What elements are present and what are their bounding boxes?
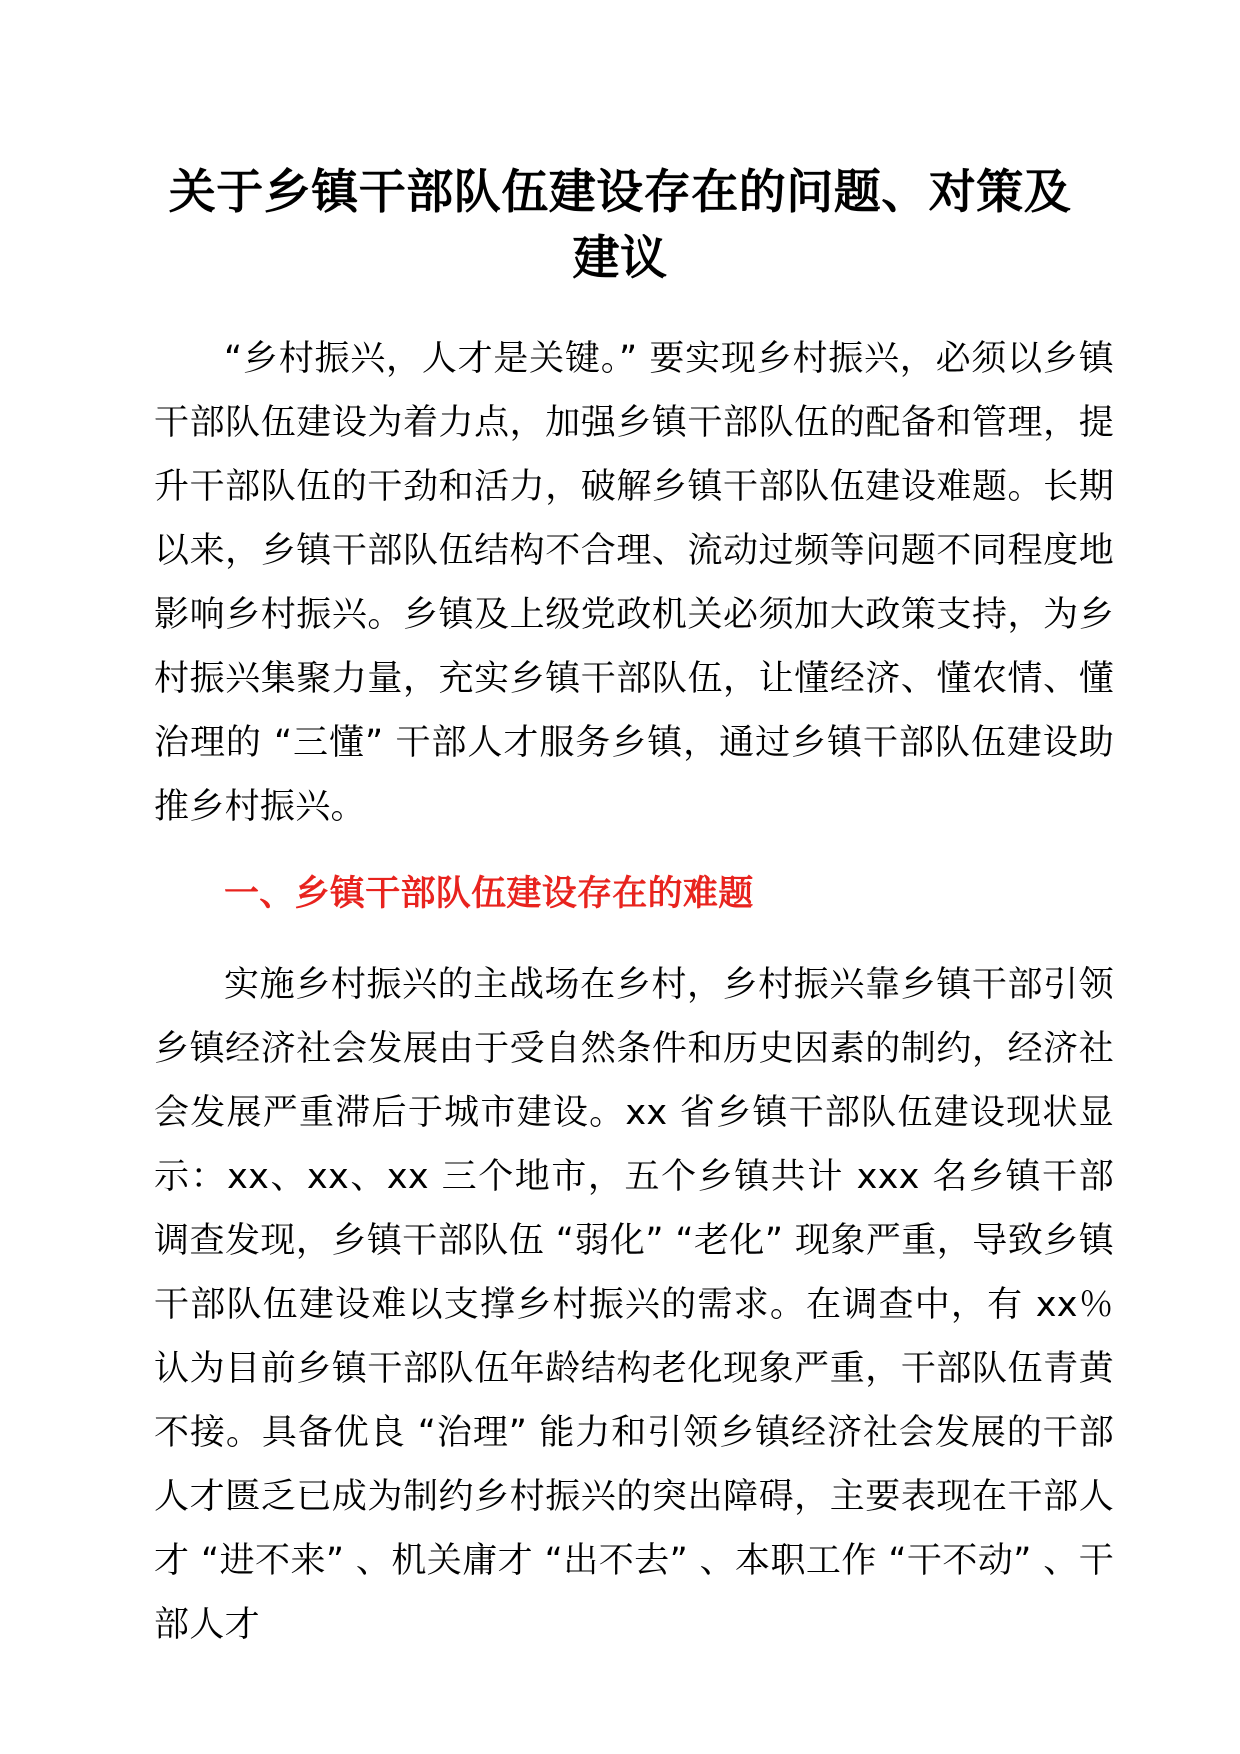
section-1-paragraph: 实施乡村振兴的主战场在乡村，乡村振兴靠乡镇干部引领乡镇经济社会发展由于受自然条件和历史因素的制约，经济社会发展严重滞后于城市建设。xx 省乡镇干部队伍建设现状显示：xx、xx、xx 三个地市，五个乡镇共计 xxx 名乡镇干部调查发现，乡镇干部队伍 “弱化” “老化” 现象严重，导致乡镇干部队伍建设难以支撑乡村振兴的需求。在调查中，有 xx％认为目前乡镇干部队伍年龄结构老化现象严重，干部队伍青黄不接。具备优良 “治理” 能力和引领乡镇经济社会发展的干部人才匮乏已成为制约乡村振兴的突出障碍，主要表现在干部人才 “进不来” 、机关庸才 “出不去” 、本职工作 “干不动” 、干部人才	[154, 965, 1114, 1645]
section-heading-1: 一、乡镇干部队伍建设存在的难题	[224, 874, 754, 914]
intro-paragraph: “乡村振兴，人才是关键。” 要实现乡村振兴，必须以乡镇干部队伍建设为着力点，加强乡镇干部队伍的配备和管理，提升干部队伍的干劲和活力，破解乡镇干部队伍建设难题。长期以来，乡镇干部队伍结构不合理、流动过频等问题不同程度地影响乡村振兴。乡镇及上级党政机关必须加大政策支持，为乡村振兴集聚力量，充实乡镇干部队伍，让懂经济、懂农情、懂治理的 “三懂” 干部人才服务乡镇，通过乡镇干部队伍建设助推乡村振兴。	[154, 339, 1114, 827]
document-title: 关于乡镇干部队伍建设存在的问题、对策及建议	[168, 165, 1072, 286]
